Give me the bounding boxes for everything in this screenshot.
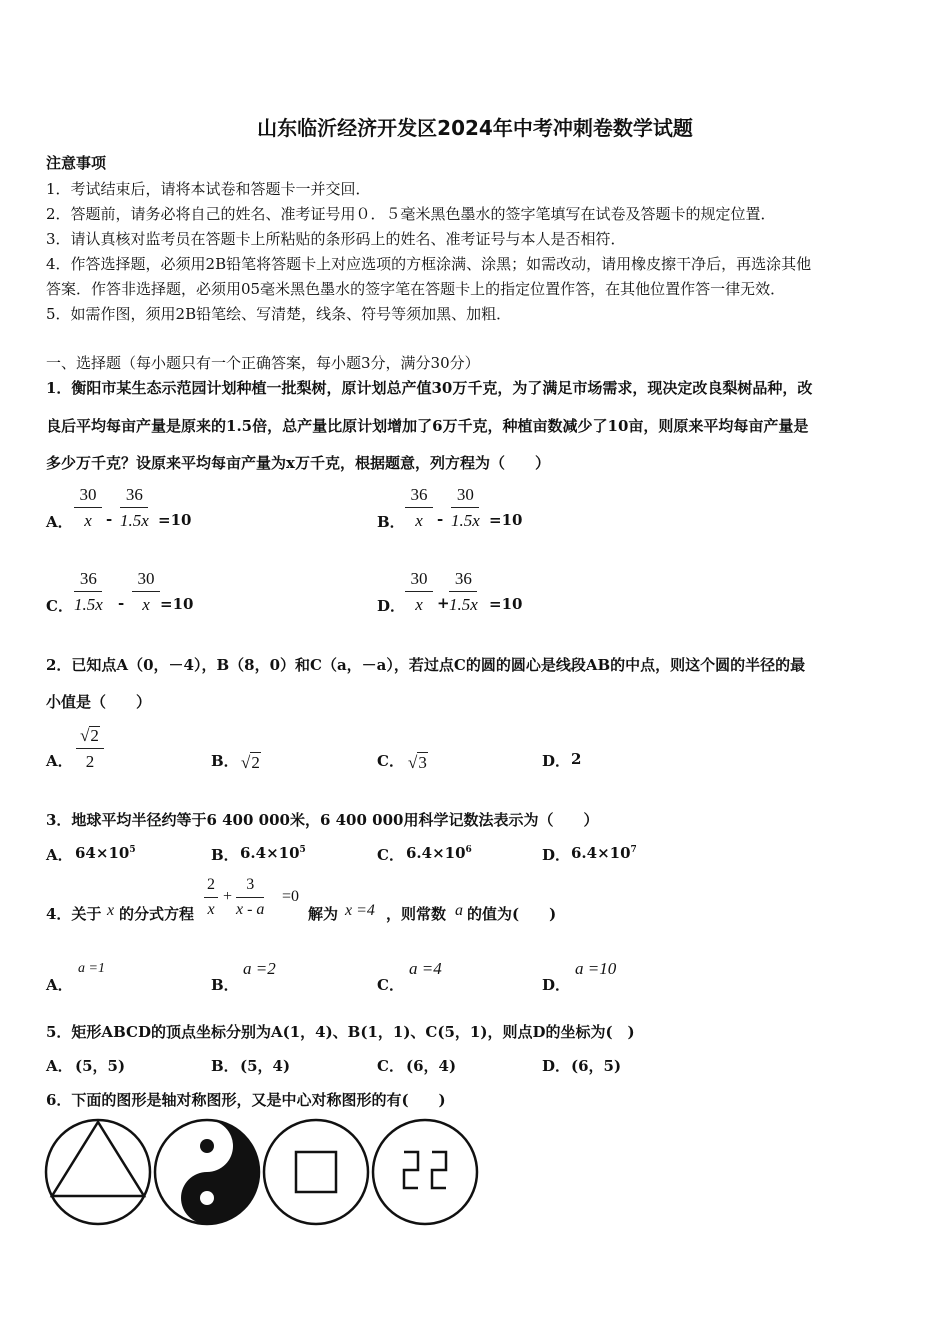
notice-item: 1．考试结束后，请将本试卷和答题卡一并交回．: [46, 180, 371, 198]
section-heading: 一、选择题（每小题只有一个正确答案，每小题3分，满分30分）: [46, 354, 480, 372]
solution: x =4: [345, 902, 375, 919]
question-4-mid: 的分式方程: [119, 905, 195, 923]
question-4-end: 的值为( ): [467, 905, 557, 923]
option-value: $6.4\times 10^5$: [240, 844, 306, 862]
question-3: 3．地球平均半径约等于6 400 000米，6 400 000用科学记数法表示为（ ）: [46, 811, 599, 829]
sqrt-value: √2: [241, 753, 260, 772]
fraction: $\frac{2}{x}$: [204, 877, 218, 918]
notice-item: 4．作答选择题，必须用2B铅笔将答题卡上对应选项的方框涂满、涂黑；如需改动，请用橡皮擦干净后，再选涂其他: [46, 255, 812, 273]
option-value: (6，4): [406, 1057, 457, 1075]
notice-item: 5．如需作图，须用2B铅笔绘、写清楚，线条、符号等须加黑、加粗．: [46, 305, 512, 323]
fraction: $\frac{30}{x}$: [132, 570, 160, 613]
q6-figures: [40, 1114, 485, 1232]
notice-item: 3．请认真核对监考员在答题卡上所粘贴的条形码上的姓名、准考证号与本人是否相符．: [46, 230, 626, 248]
option-value: $6.4\times 10^7$: [571, 844, 637, 862]
option-label: C．: [377, 846, 404, 864]
question-1-line: 多少万千克？设原来平均每亩产量为x万千克，根据题意，列方程为（ ）: [46, 454, 550, 472]
option-label: D．: [542, 1057, 571, 1075]
option-label: B．: [211, 976, 239, 994]
circle-triangle-figure: [46, 1120, 150, 1224]
option-value: 2: [571, 750, 582, 768]
option-label: A．: [46, 752, 73, 770]
option-label: C．: [377, 976, 404, 994]
rhs: =10: [160, 595, 194, 613]
question-4-solution-label: 解为: [308, 905, 339, 923]
question-4-post: ，则常数: [386, 905, 447, 923]
question-1-line: 良后平均每亩产量是原来的1.5倍，总产量比原计划增加了6万千克，种植亩数减少了10亩，则原来平均每亩产量是: [46, 417, 809, 435]
fraction: $\frac{36}{1.5x}$: [74, 569, 103, 614]
operator: -: [106, 510, 113, 528]
page-title: 山东临沂经济开发区2024年中考冲刺卷数学试题: [257, 116, 693, 140]
option-label: D．: [542, 846, 571, 864]
option-label: A．: [46, 976, 73, 994]
option-label: C．: [377, 752, 404, 770]
question-6: 6．下面的图形是轴对称图形，又是中心对称图形的有( ): [46, 1091, 446, 1109]
operator: -: [437, 510, 444, 528]
option-value: a =1: [78, 961, 105, 976]
question-5: 5．矩形ABCD的顶点坐标分别为A(1，4)、B(1，1)、C(5，1)，则点D的坐标为( ): [46, 1023, 635, 1041]
operator: +: [437, 594, 450, 612]
option-label: D．: [542, 752, 571, 770]
option-value: (6，5): [571, 1057, 622, 1075]
option-value: a =4: [409, 959, 442, 978]
option-label: C．: [377, 1057, 404, 1075]
rhs: =10: [158, 511, 192, 529]
fraction: $\frac{30}{1.5x}$: [451, 485, 480, 530]
option-label: B．: [211, 846, 239, 864]
option-label: D．: [377, 597, 406, 615]
option-label: B．: [211, 752, 239, 770]
equation-rhs: =0: [282, 888, 300, 905]
operator: +: [223, 888, 233, 905]
rhs: =10: [489, 595, 523, 613]
operator: -: [118, 594, 125, 612]
variable-x: x: [107, 902, 115, 919]
option-label: B．: [211, 1057, 239, 1075]
fraction: $\frac{30}{x}$: [405, 570, 433, 613]
fraction: $\frac{36}{1.5x}$: [120, 485, 149, 530]
option-label: B．: [377, 513, 405, 531]
option-value: $64\times 10^5$: [75, 844, 136, 862]
variable-a: a: [455, 902, 463, 919]
question-2-line: 2．已知点A（0，－4），B（8，0）和C（a，－a），若过点C的圆的圆心是线段AB的中点，则这个圆的半径的最: [46, 656, 806, 674]
option-value: a =2: [243, 959, 276, 978]
option-value: $6.4\times 10^6$: [406, 844, 472, 862]
yin-yang-figure: [155, 1120, 259, 1224]
option-label: A．: [46, 846, 73, 864]
question-2-line: 小值是（ ）: [46, 693, 152, 711]
rhs: =10: [489, 511, 523, 529]
fraction: $\frac{36}{x}$: [405, 486, 433, 529]
fraction: $\frac{30}{x}$: [74, 486, 102, 529]
option-value: (5，4): [240, 1057, 291, 1075]
fraction: $\frac{36}{1.5x}$: [449, 569, 478, 614]
fraction: $\frac{√2}{2}$: [76, 726, 104, 770]
notice-heading: 注意事项: [46, 154, 107, 172]
notice-item: 答案．作答非选择题，必须用05毫米黑色墨水的签字笔在答题卡上的指定位置作答，在其他位置作答一律无效．: [46, 280, 786, 298]
circle-square-figure: [264, 1120, 368, 1224]
question-4-prefix: 4．关于: [46, 905, 102, 923]
question-1-line: 1．衡阳市某生态示范园计划种植一批梨树，原计划总产值30万千克，为了满足市场需求，现决定改良梨树品种，改: [46, 379, 813, 397]
option-label: C．: [46, 597, 73, 615]
sqrt-value: √3: [408, 753, 427, 772]
option-value: (5，5): [75, 1057, 126, 1075]
option-value: a =10: [575, 959, 617, 978]
notice-item: 2．答题前，请务必将自己的姓名、准考证号用０．５毫米黑色墨水的签字笔填写在试卷及答题卡的规定位置．: [46, 205, 776, 223]
fraction: $\frac{3}{x - a}$: [236, 876, 265, 918]
circle-pattern-figure: [373, 1120, 477, 1224]
option-label: A．: [46, 513, 73, 531]
option-label: A．: [46, 1057, 73, 1075]
option-label: D．: [542, 976, 571, 994]
